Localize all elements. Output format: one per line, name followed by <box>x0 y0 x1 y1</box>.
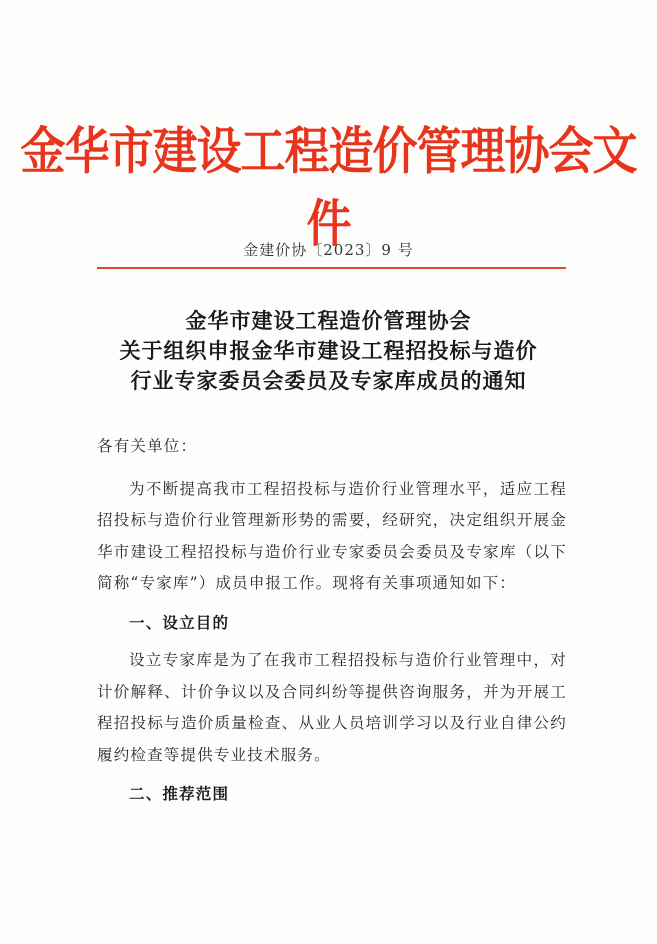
org-header-title: 金华市建设工程造价管理协会文件 <box>20 121 637 254</box>
section-1-paragraph: 设立专家库是为了在我市工程招投标与造价行业管理中，对计价解释、计价争议以及合同纠纷等提供咨询服务，并为开展工程招投标与造价质量检查、从业人员培训学习以及行业自律公约履约检查等提供专业技术服务。 <box>97 651 567 764</box>
salutation: 各有关单位： <box>97 437 198 455</box>
notice-title <box>0 306 657 396</box>
notice-title-line-2: 关于组织申报金华市建设工程招投标与造价 <box>119 338 538 363</box>
notice-title-line-3: 行业专家委员会委员及专家库成员的通知 <box>130 368 527 393</box>
notice-body <box>97 431 567 817</box>
notice-title-line-1: 金华市建设工程造价管理协会 <box>185 308 472 333</box>
red-divider <box>97 267 566 269</box>
intro-paragraph: 为不断提高我市工程招投标与造价行业管理水平，适应工程招投标与造价行业管理新形势的需要，经研究，决定组织开展金华市建设工程招投标与造价行业专家委员会委员及专家库（以下简称“专家库”）成员申报工作。现将有关事项通知如下： <box>97 479 567 592</box>
section-1-heading: 一、设立目的 <box>129 613 230 632</box>
section-2-heading: 二、推荐范围 <box>129 785 230 803</box>
document-number: 金建价协〔2023〕9 号 <box>243 241 414 259</box>
